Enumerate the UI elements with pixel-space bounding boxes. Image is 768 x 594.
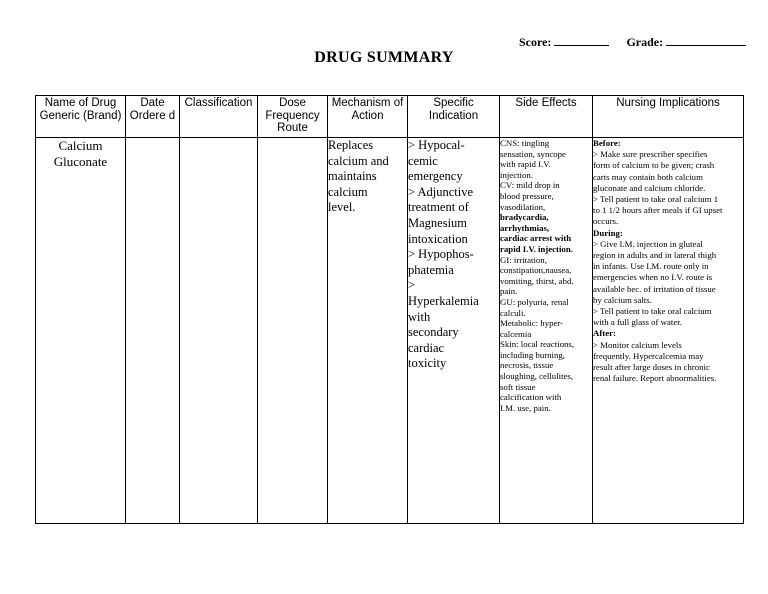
cell-line: necrosis, tissue [500, 360, 554, 371]
cell-line: gluconate and calcium chloride. [593, 182, 706, 193]
cell-line: CV: mild drop in [500, 180, 560, 191]
cell-line: Before: [593, 138, 621, 148]
cell-line: > Adjunctive [408, 184, 474, 199]
cell-line: > Tell patient to take oral calcium [593, 306, 712, 317]
header-dose: Dose Frequency Route [258, 96, 328, 138]
cell-line: sloughing, cellulites, [500, 371, 574, 382]
cell-line: CNS: tingling [500, 138, 550, 148]
cell-line: sensation, syncope [500, 148, 566, 159]
cell-line: emergency [408, 169, 463, 184]
cell-line: with a full glass of water. [593, 317, 682, 328]
cell-line: available bec. of irritation of tissue [593, 283, 716, 294]
cell-mechanism [328, 138, 408, 524]
cell-line: region in adults and in lateral thigh [593, 250, 717, 261]
cell-line: Magnesium [408, 215, 468, 230]
drug-summary-table [35, 95, 744, 524]
cell-dose [258, 138, 328, 524]
cell-line: cardiac [408, 340, 445, 355]
cell-line: cardiac arrest with [500, 233, 572, 244]
cell-line: > Make sure prescriber specifies [593, 149, 708, 160]
cell-line: including burning, [500, 349, 565, 360]
cell-line: frequently. Hypercalcemia may [593, 350, 704, 361]
cell-line: level. [328, 200, 356, 214]
cell-line: phatemia [408, 262, 454, 277]
cell-line: with [408, 309, 431, 324]
cell-nursing [593, 138, 744, 524]
header-side-effects: Side Effects [500, 96, 593, 138]
score-grade-line [519, 35, 746, 50]
cell-line: bradycardia, [500, 212, 549, 223]
cell-line: Replaces [328, 138, 374, 152]
cell-line: intoxication [408, 231, 468, 246]
cell-line: to 1 1/2 hours after meals if GI upset [593, 205, 723, 216]
cell-line: arrhythmias, [500, 222, 550, 233]
cell-line: result after large doses in chronic [593, 362, 710, 373]
cell-line: > Hypophos- [408, 247, 474, 262]
cell-line: carts may contain both calcium [593, 171, 703, 182]
cell-line: blood pressure, [500, 190, 554, 201]
cell-line: soft tissue [500, 381, 536, 392]
cell-line: > Monitor calcium levels [593, 339, 682, 350]
cell-line: injection. [500, 169, 533, 180]
cell-line: emergencies when no I.V. route is [593, 272, 713, 283]
header-nursing: Nursing Implications [593, 96, 744, 138]
cell-date-ordered [126, 138, 180, 524]
page-title: DRUG SUMMARY [314, 49, 454, 66]
cell-line: Skin: local reactions, [500, 339, 575, 350]
header-date-ordered: Date Ordere d [126, 96, 180, 138]
cell-line: Hyperkalemia [408, 293, 479, 308]
cell-line: calcium [328, 184, 368, 199]
cell-line: > Give I.M. injection in gluteal [593, 238, 703, 249]
score-blank[interactable] [554, 35, 609, 46]
header-mechanism: Mechanism of Action [328, 96, 408, 138]
cell-line: calculi. [500, 307, 526, 318]
cell-line: GU: polyuria, renal [500, 296, 569, 307]
cell-line: calcification with [500, 392, 562, 403]
cell-line: toxicity [408, 356, 447, 371]
cell-line: GI: irritation, [500, 254, 547, 265]
cell-classification [180, 138, 258, 524]
grade-label: Grade: [626, 35, 664, 49]
cell-line: vasodilation, [500, 201, 546, 212]
cell-line: by calcium salts. [593, 294, 652, 305]
cell-line: calcemia [500, 328, 532, 339]
score-label: Score: [519, 35, 552, 49]
cell-line: form of calcium to be given; crash [593, 160, 715, 171]
cell-line: in infants. Use I.M. route only in [593, 261, 709, 272]
cell-side-effects [500, 138, 593, 524]
cell-line: cemic [408, 153, 438, 168]
cell-line: After: [593, 328, 616, 339]
cell-line: secondary [408, 325, 459, 340]
cell-line: Gluconate [53, 154, 108, 169]
header-classification: Classification [180, 96, 258, 138]
cell-line: Metabolic: hyper- [500, 318, 564, 329]
cell-drug-name [36, 138, 126, 524]
header-drug-name: Name of Drug Generic (Brand) [36, 96, 126, 138]
cell-line: treatment of [408, 200, 469, 215]
grade-blank[interactable] [666, 35, 746, 46]
cell-line: > Tell patient to take oral calcium 1 [593, 194, 719, 205]
cell-line: Calcium [58, 138, 103, 153]
header-indication: Specific Indication [408, 96, 500, 138]
cell-line: > [408, 278, 416, 293]
cell-line: calcium and [328, 153, 389, 168]
cell-line: vomiting, thirst, abd. [500, 275, 574, 286]
cell-indication [408, 138, 500, 524]
cell-line: renal failure. Report abnormalities. [593, 373, 717, 384]
cell-line: maintains [328, 169, 377, 183]
cell-line: > Hypocal- [408, 138, 465, 152]
cell-line: with rapid I.V. [500, 159, 551, 170]
cell-line: rapid I.V. injection. [500, 243, 573, 254]
cell-line: constipation,nausea, [500, 265, 572, 276]
cell-line: occurs. [593, 216, 619, 227]
table-header-row [36, 96, 744, 138]
cell-line: I.M. use, pain. [500, 402, 551, 413]
cell-line: pain. [500, 286, 518, 297]
table-row [36, 138, 744, 524]
cell-line: During: [593, 227, 623, 238]
